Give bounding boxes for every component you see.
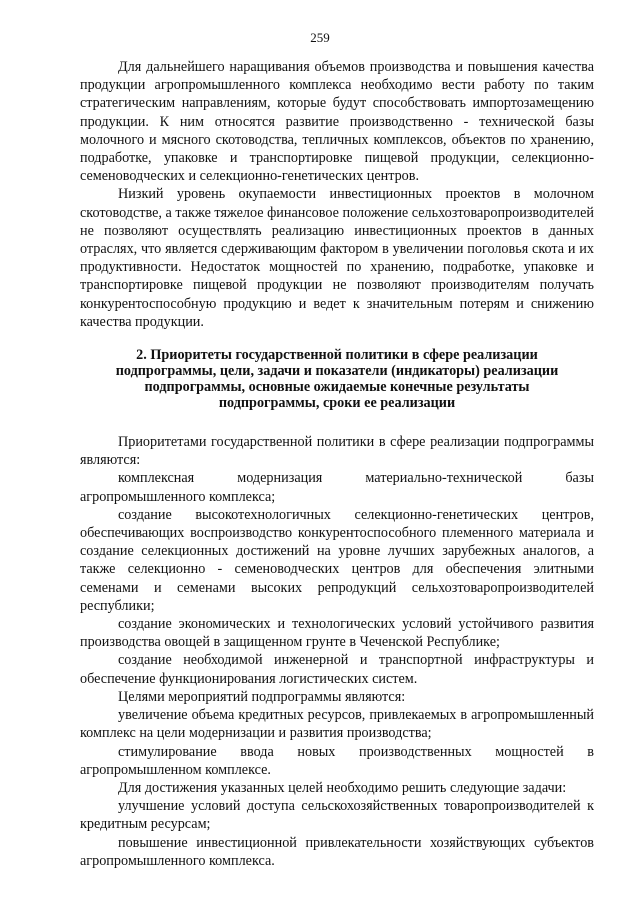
paragraph-priorities-intro: Приоритетами государственной политики в сфере реализации подпрограммы являются: [80, 434, 594, 469]
paragraph-strategic-directions: Для дальнейшего наращивания объемов производства и повышения качества продукции агропромышленного комплекса необходимо вести работу по таким стратегическим направлениям, которые будут способствовать импортозамещению продукции. К ним относятся развитие производственно - технической базы молочного и мясного скотоводства, тепличных комплексов, объектов по хранению, подработке, упаковке и транспортировке пищевой продукции, селекционно-семеноводческих и селекционно-генетических центров. [80, 59, 594, 185]
list-item-selection-centers: создание высокотехнологичных селекционно-генетических центров, обеспечивающих воспроизводство конкурентоспособного племенного материала и создание селекционных достижений на уровне лучших зарубежных аналогов, а также селекционно - семеноводческих центров для обеспечения элитными семенами и семенами высоких репродукций сельхозтоваропроизводителей республики; [80, 506, 594, 614]
document-body [80, 58, 594, 870]
paragraph-low-payback: Низкий уровень окупаемости инвестиционных проектов в молочном скотоводстве, а также тяжелое финансовое положение сельхозтоваропроизводителей не позволяют осуществлять реализацию инвестиционных проектов в данных отраслях, что является сдерживающим фактором в увеличении поголовья скота и их продуктивности. Недостаток мощностей по хранению, подработке, упаковке и транспортировке пищевой продукции не позволяют производителям получать конкурентоспособную продукцию и ведет к значительным потерям и снижению качества продукции. [80, 186, 594, 330]
paragraph-tasks-intro: Для достижения указанных целей необходимо решить следующие задачи: [118, 779, 567, 796]
section-heading: 2. Приоритеты государственной политики в сфере реализации подпрограммы, цели, задачи и показатели (индикаторы) реализации подпрограммы, основные ожидаемые конечные результаты подпрограммы, сроки ее реализации [115, 347, 559, 412]
paragraph-goals-intro: Целями мероприятий подпрограммы являются: [118, 688, 406, 705]
page-number: 259 [310, 30, 330, 45]
list-item-vegetable-production: создание экономических и технологических условий устойчивого развития производства овощей в защищенном грунте в Чеченской Республике; [80, 616, 594, 651]
list-item-credit-increase: увеличение объема кредитных ресурсов, привлекаемых в агропромышленный комплекс на цели модернизации и развития производства; [80, 707, 594, 742]
list-item-capacity-stimulation: стимулирование ввода новых производственных мощностей в агропромышленном комплексе. [80, 743, 594, 778]
list-item-credit-access: улучшение условий доступа сельскохозяйственных товаропроизводителей к кредитным ресурсам; [80, 798, 594, 833]
list-item-modernization: комплексная модернизация материально-технической базы агропромышленного комплекса; [80, 470, 594, 505]
list-item-investment-attractiveness: повышение инвестиционной привлекательности хозяйствующих субъектов агропромышленного комплекса. [80, 834, 594, 869]
list-item-infrastructure: создание необходимой инженерной и транспортной инфраструктуры и обеспечение функционирования логистических систем. [80, 652, 594, 687]
